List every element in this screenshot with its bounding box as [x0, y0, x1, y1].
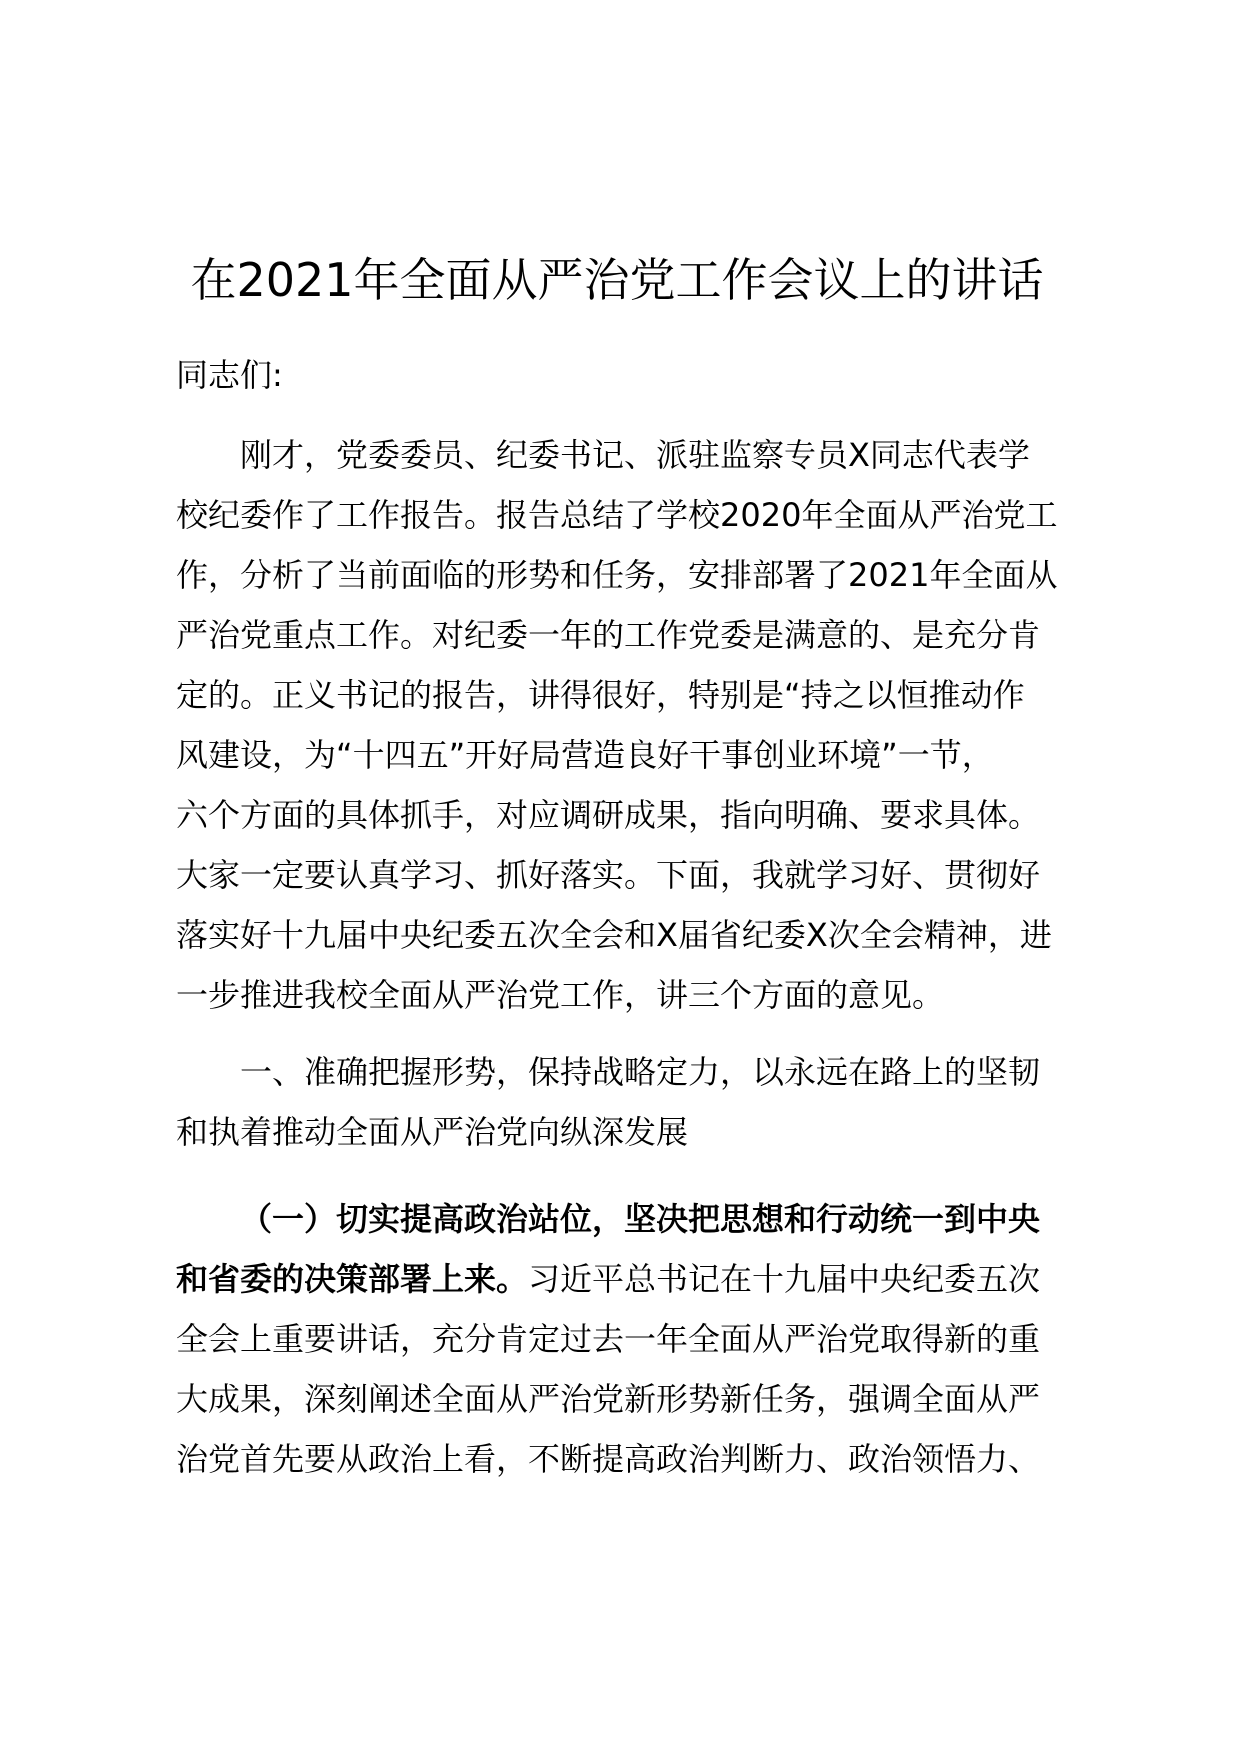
paragraph-line: 全会上重要讲话，充分肯定过去一年全面从严治党取得新的重 — [176, 1320, 1041, 1358]
document-title: 在2021年全面从严治党工作会议上的讲话 — [190, 253, 1044, 307]
paragraph-line: 六个方面的具体抓手，对应调研成果，指向明确、要求具体。 — [176, 796, 1041, 834]
heading-line: 和执着推动全面从严治党向纵深发展 — [176, 1113, 689, 1151]
heading-line: 一、准确把握形势，保持战略定力，以永远在路上的坚韧 — [240, 1053, 1041, 1091]
paragraph-line: 落实好十九届中央纪委五次全会和X届省纪委X次全会精神，进 — [176, 916, 1052, 954]
subsection-heading-tail: 和省委的决策部署上来。 — [176, 1260, 529, 1298]
subsection-heading-line: （一）切实提高政治站位，坚决把思想和行动统一到中央 — [240, 1200, 1041, 1238]
paragraph-text: 习近平总书记在十九届中央纪委五次 — [528, 1260, 1041, 1298]
paragraph-line: 风建设，为“十四五”开好局营造良好干事创业环境”一节， — [176, 736, 994, 774]
paragraph-line: 大家一定要认真学习、抓好落实。下面，我就学习好、贯彻好 — [176, 856, 1041, 894]
paragraph-line: 作，分析了当前面临的形势和任务，安排部署了2021年全面从 — [176, 556, 1058, 594]
subsection-paragraph-1 — [176, 1189, 1106, 1489]
paragraph-line: 一步推进我校全面从严治党工作，讲三个方面的意见。 — [176, 976, 945, 1014]
intro-paragraph — [176, 425, 1106, 1025]
paragraph-line: 校纪委作了工作报告。报告总结了学校2020年全面从严治党工 — [176, 496, 1058, 534]
paragraph-line: 定的。正义书记的报告，讲得很好，特别是“持之以恒推动作 — [176, 676, 1025, 714]
paragraph-line: 大成果，深刻阐述全面从严治党新形势新任务，强调全面从严 — [176, 1380, 1041, 1418]
paragraph-line: 治党首先要从政治上看，不断提高政治判断力、政治领悟力、 — [176, 1440, 1041, 1478]
paragraph-line: 刚才，党委委员、纪委书记、派驻监察专员X同志代表学 — [240, 436, 1030, 474]
section-heading-1 — [176, 1042, 1106, 1162]
paragraph-line: 严治党重点工作。对纪委一年的工作党委是满意的、是充分肯 — [176, 616, 1041, 654]
paragraph-line — [176, 1249, 1106, 1309]
salutation: 同志们: — [176, 356, 283, 394]
